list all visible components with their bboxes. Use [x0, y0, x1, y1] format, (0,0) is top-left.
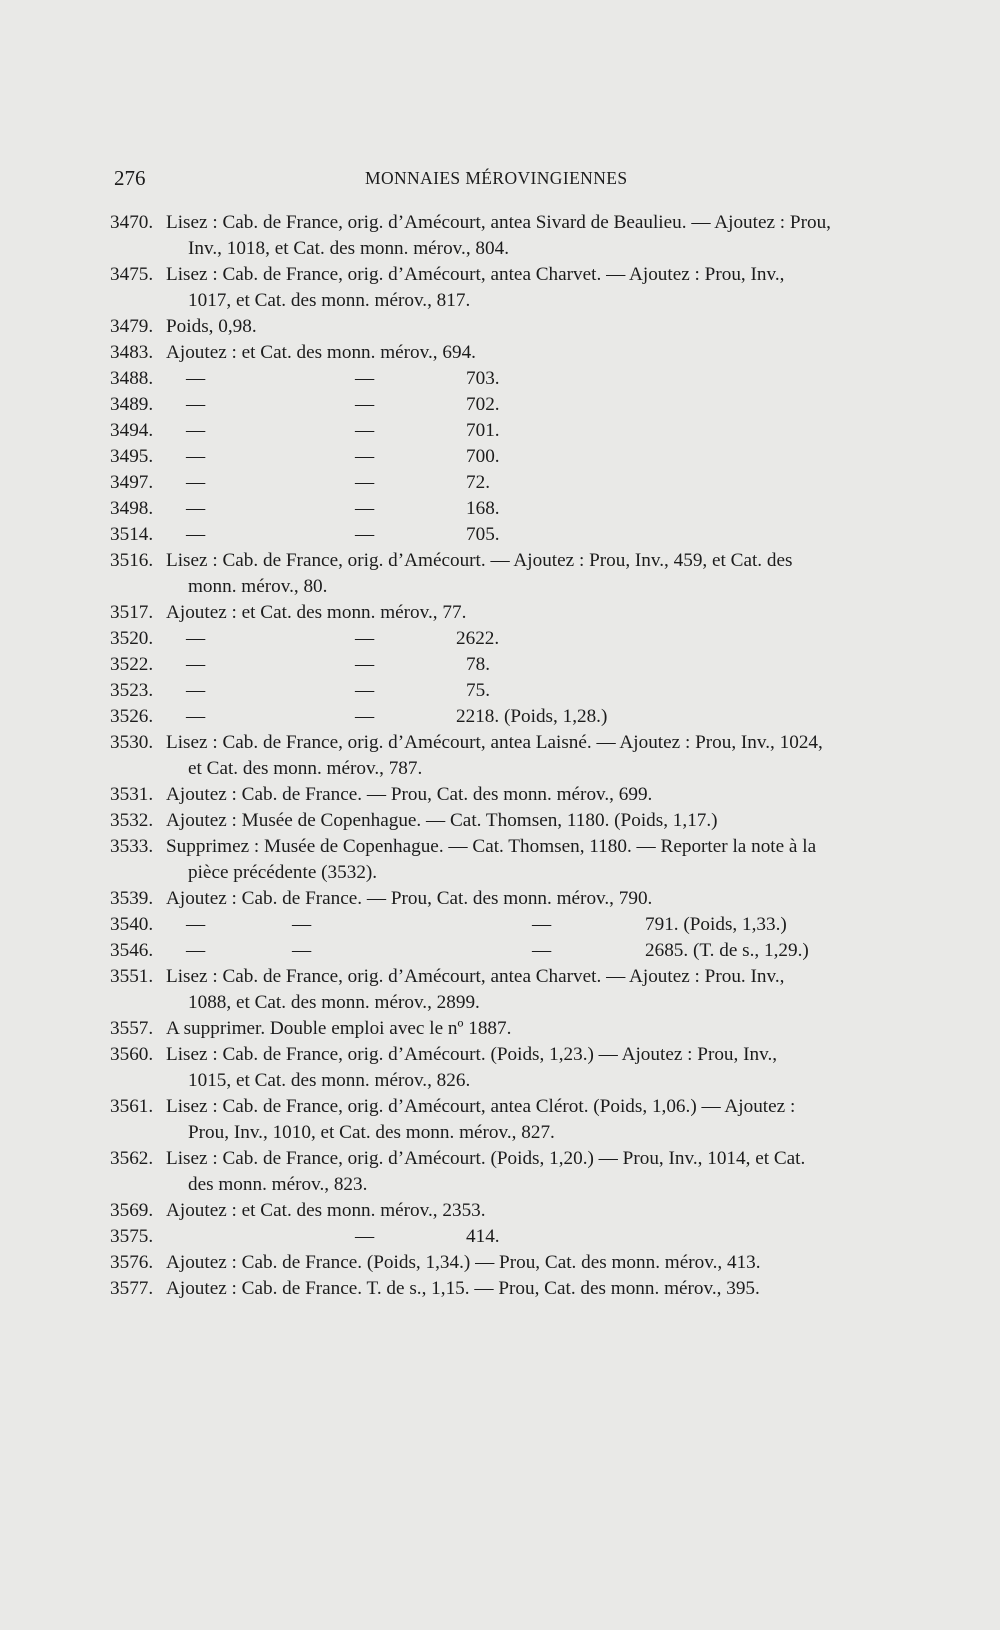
entry-row [0, 1198, 1000, 1224]
entry-row [0, 262, 1000, 288]
entry-text: Prou, Inv., 1010, et Cat. des monn. mérov., 827. [188, 1122, 555, 1143]
ditto-dash: — [355, 1226, 375, 1247]
ditto-dash: — [355, 394, 375, 415]
entry-row [0, 1276, 1000, 1302]
entry-value: 702. [466, 394, 500, 415]
entry-row [0, 600, 1000, 626]
entry-row [0, 314, 1000, 340]
entry-text: Ajoutez : Cab. de France. (Poids, 1,34.) — Prou, Cat. des monn. mérov., 413. [166, 1252, 761, 1273]
entry-continuation [0, 1068, 1000, 1094]
entry-number: 3575. [110, 1226, 154, 1247]
entry-text: 1017, et Cat. des monn. mérov., 817. [188, 290, 471, 311]
entry-text: Lisez : Cab. de France, orig. d’Amécourt, antea Charvet. — Ajoutez : Prou. Inv., [166, 966, 785, 987]
entry-number: 3475. [110, 264, 154, 285]
ditto-dash: — [355, 472, 375, 493]
ditto-dash: — [355, 706, 375, 727]
entry-text: Lisez : Cab. de France, orig. d’Amécourt. — Ajoutez : Prou, Inv., 459, et Cat. des [166, 550, 793, 571]
entry-row [0, 1042, 1000, 1068]
entry-row [0, 548, 1000, 574]
entry-number: 3577. [110, 1278, 154, 1299]
entry-continuation [0, 860, 1000, 886]
entry-number: 3560. [110, 1044, 154, 1065]
ditto-dash: — [186, 628, 206, 649]
entry-number: 3520. [110, 628, 154, 649]
entry-text: Ajoutez : Cab. de France. — Prou, Cat. des monn. mérov., 699. [166, 784, 653, 805]
ditto-dash: — [355, 524, 375, 545]
entry-row [0, 964, 1000, 990]
entry-number: 3576. [110, 1252, 154, 1273]
entry-text: Ajoutez : Musée de Copenhague. — Cat. Thomsen, 1180. (Poids, 1,17.) [166, 810, 718, 831]
entry-row [0, 1250, 1000, 1276]
entry-value: 703. [466, 368, 500, 389]
entry-number: 3495. [110, 446, 154, 467]
page-header [0, 166, 1000, 196]
entry-number: 3531. [110, 784, 154, 805]
entry-row [0, 1094, 1000, 1120]
entry-continuation [0, 1120, 1000, 1146]
entry-text: pièce précédente (3532). [188, 862, 378, 883]
entry-text: Supprimez : Musée de Copenhague. — Cat. Thomsen, 1180. — Reporter la note à la [166, 836, 817, 857]
entry-number: 3551. [110, 966, 154, 987]
entry-number: 3557. [110, 1018, 154, 1039]
entry-number: 3489. [110, 394, 154, 415]
ditto-dash: — [355, 654, 375, 675]
entry-text: Inv., 1018, et Cat. des monn. mérov., 804. [188, 238, 509, 259]
entry-number: 3514. [110, 524, 154, 545]
entry-text: A supprimer. Double emploi avec le nº 1887. [166, 1018, 512, 1039]
entry-text: Ajoutez : et Cat. des monn. mérov., 694. [166, 342, 476, 363]
entry-text: Ajoutez : Cab. de France. T. de s., 1,15. — Prou, Cat. des monn. mérov., 395. [166, 1278, 760, 1299]
entry-row [0, 912, 1000, 938]
entry-row [0, 210, 1000, 236]
entry-row [0, 444, 1000, 470]
entry-value: 75. [466, 680, 490, 701]
ditto-dash: — [186, 940, 206, 961]
entry-text: Lisez : Cab. de France, orig. d’Amécourt, antea Laisné. — Ajoutez : Prou, Inv., 1024, [166, 732, 823, 753]
entry-row [0, 782, 1000, 808]
entry-value: 791. (Poids, 1,33.) [645, 914, 787, 935]
entry-text: Ajoutez : et Cat. des monn. mérov., 2353. [166, 1200, 486, 1221]
entry-row [0, 418, 1000, 444]
entry-number: 3522. [110, 654, 154, 675]
entry-number: 3497. [110, 472, 154, 493]
ditto-dash: — [355, 446, 375, 467]
entry-row [0, 340, 1000, 366]
ditto-dash: — [186, 472, 206, 493]
entry-text: Poids, 0,98. [166, 316, 257, 337]
entry-row [0, 730, 1000, 756]
entry-continuation [0, 756, 1000, 782]
entry-continuation [0, 574, 1000, 600]
entry-row [0, 1224, 1000, 1250]
entry-row [0, 1016, 1000, 1042]
entry-row [0, 652, 1000, 678]
ditto-dash: — [532, 914, 552, 935]
entry-row [0, 626, 1000, 652]
entry-row [0, 886, 1000, 912]
entry-value: 414. [466, 1226, 500, 1247]
entry-text: Lisez : Cab. de France, orig. d’Amécourt, antea Sivard de Beaulieu. — Ajoutez : Prou, [166, 212, 831, 233]
ditto-dash: — [532, 940, 552, 961]
entry-number: 3483. [110, 342, 154, 363]
entry-value: 72. [466, 472, 490, 493]
ditto-dash: — [292, 914, 312, 935]
entry-number: 3470. [110, 212, 154, 233]
ditto-dash: — [186, 680, 206, 701]
entry-value: 700. [466, 446, 500, 467]
page-number: 276 [114, 166, 146, 190]
entry-number: 3569. [110, 1200, 154, 1221]
entry-number: 3516. [110, 550, 154, 571]
ditto-dash: — [355, 680, 375, 701]
entry-row [0, 392, 1000, 418]
entry-number: 3546. [110, 940, 154, 961]
entry-number: 3498. [110, 498, 154, 519]
entry-row [0, 938, 1000, 964]
entry-text: Lisez : Cab. de France, orig. d’Amécourt, antea Charvet. — Ajoutez : Prou, Inv., [166, 264, 785, 285]
entry-text: Ajoutez : Cab. de France. — Prou, Cat. des monn. mérov., 790. [166, 888, 653, 909]
ditto-dash: — [186, 368, 206, 389]
ditto-dash: — [355, 420, 375, 441]
entry-row [0, 470, 1000, 496]
entry-text: Ajoutez : et Cat. des monn. mérov., 77. [166, 602, 467, 623]
entry-row [0, 704, 1000, 730]
entry-number: 3540. [110, 914, 154, 935]
entry-number: 3530. [110, 732, 154, 753]
entry-number: 3561. [110, 1096, 154, 1117]
entry-number: 3517. [110, 602, 154, 623]
entry-continuation [0, 990, 1000, 1016]
entry-row [0, 1146, 1000, 1172]
entry-value: 2685. (T. de s., 1,29.) [645, 940, 809, 961]
entry-row [0, 678, 1000, 704]
entry-value: 2622. [456, 628, 500, 649]
running-title: MONNAIES MÉROVINGIENNES [365, 168, 628, 188]
entry-number: 3562. [110, 1148, 154, 1169]
entry-row [0, 366, 1000, 392]
ditto-dash: — [186, 524, 206, 545]
entry-value: 701. [466, 420, 500, 441]
entry-row [0, 808, 1000, 834]
entry-number: 3494. [110, 420, 154, 441]
entry-text: des monn. mérov., 823. [188, 1174, 368, 1195]
ditto-dash: — [186, 394, 206, 415]
entry-value: 168. [466, 498, 500, 519]
entry-row [0, 496, 1000, 522]
ditto-dash: — [186, 420, 206, 441]
entry-value: 705. [466, 524, 500, 545]
ditto-dash: — [186, 498, 206, 519]
ditto-dash: — [355, 628, 375, 649]
entry-continuation [0, 1172, 1000, 1198]
entry-text: Lisez : Cab. de France, orig. d’Amécourt. (Poids, 1,23.) — Ajoutez : Prou, Inv., [166, 1044, 778, 1065]
entry-text: et Cat. des monn. mérov., 787. [188, 758, 423, 779]
entry-text: Lisez : Cab. de France, orig. d’Amécourt. (Poids, 1,20.) — Prou, Inv., 1014, et Cat. [166, 1148, 806, 1169]
entry-number: 3539. [110, 888, 154, 909]
entry-number: 3488. [110, 368, 154, 389]
entry-text: Lisez : Cab. de France, orig. d’Amécourt, antea Clérot. (Poids, 1,06.) — Ajoutez : [166, 1096, 796, 1117]
entry-number: 3532. [110, 810, 154, 831]
entry-continuation [0, 236, 1000, 262]
entry-row [0, 834, 1000, 860]
entry-text: monn. mérov., 80. [188, 576, 328, 597]
entry-value: 2218. (Poids, 1,28.) [456, 706, 608, 727]
ditto-dash: — [186, 706, 206, 727]
entry-text: 1088, et Cat. des monn. mérov., 2899. [188, 992, 480, 1013]
entry-row [0, 522, 1000, 548]
entry-continuation [0, 288, 1000, 314]
entry-number: 3479. [110, 316, 154, 337]
ditto-dash: — [186, 654, 206, 675]
entries-list [0, 210, 1000, 1302]
ditto-dash: — [186, 446, 206, 467]
entry-value: 78. [466, 654, 490, 675]
entry-number: 3533. [110, 836, 154, 857]
ditto-dash: — [186, 914, 206, 935]
entry-number: 3526. [110, 706, 154, 727]
entry-number: 3523. [110, 680, 154, 701]
ditto-dash: — [292, 940, 312, 961]
entry-text: 1015, et Cat. des monn. mérov., 826. [188, 1070, 471, 1091]
ditto-dash: — [355, 498, 375, 519]
ditto-dash: — [355, 368, 375, 389]
